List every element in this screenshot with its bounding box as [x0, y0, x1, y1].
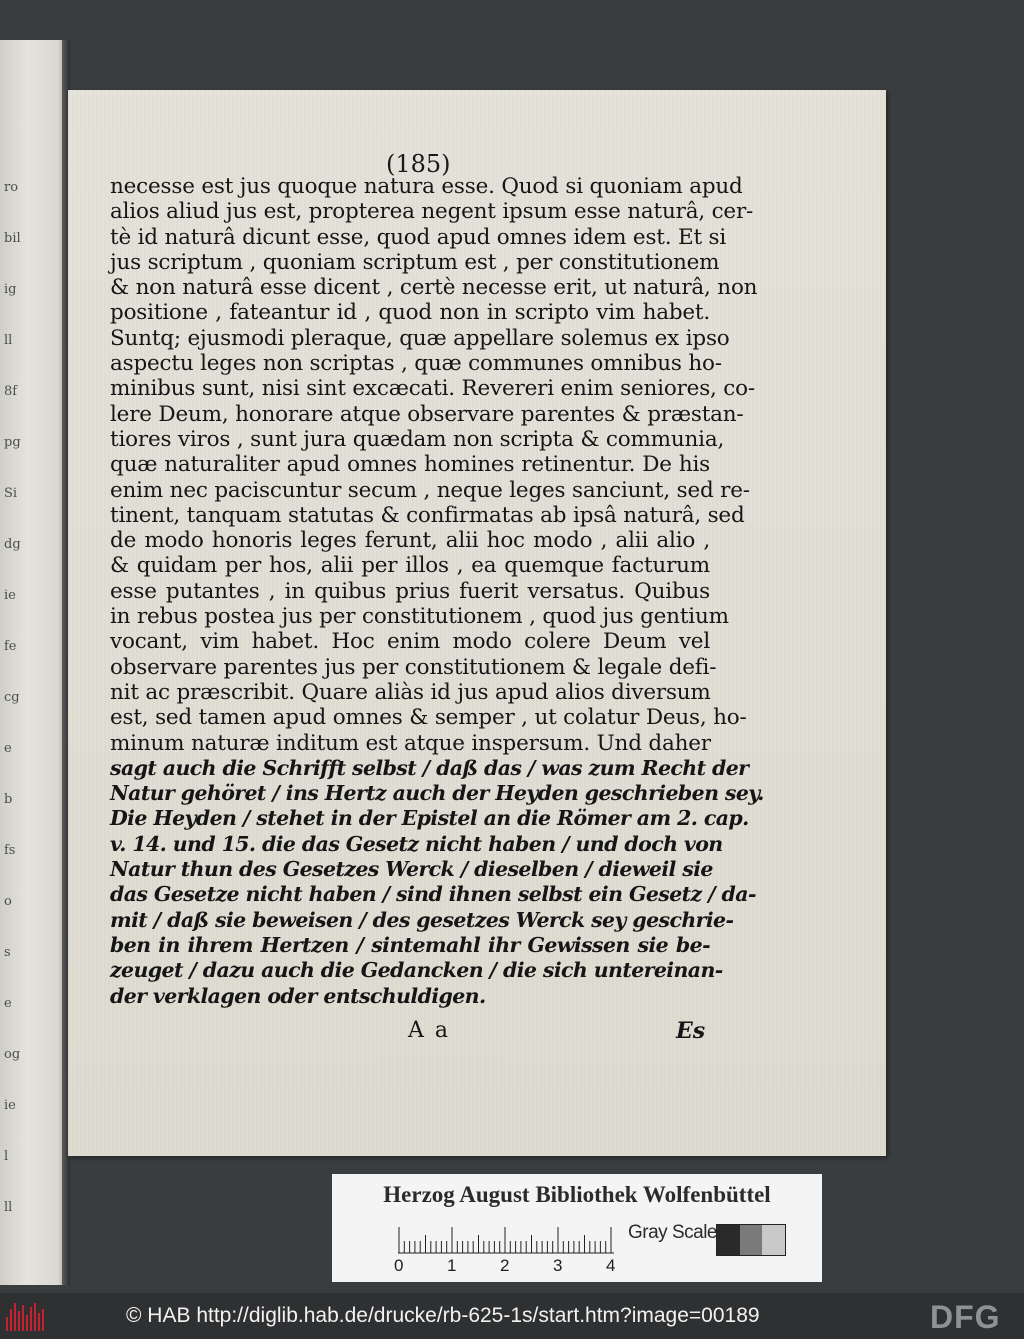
logo-bar: [42, 1309, 44, 1331]
text-line: minum naturæ inditum est atque inspersum. Und daher: [110, 730, 711, 756]
text-line: mit / daß sie beweisen / des gesetzes Werck sey geschrie-: [110, 907, 734, 932]
left-page-text-fragment: dg: [4, 537, 21, 551]
logo-bar: [30, 1307, 32, 1331]
gray-scale-patch: [717, 1225, 740, 1255]
hab-logo-icon: [6, 1303, 46, 1331]
ruler-number: 0: [394, 1256, 404, 1275]
text-line: minibus sunt, nisi sint excæcati. Revereri enim seniores, co-: [110, 376, 755, 402]
dfg-logo: DFG: [930, 1299, 1001, 1335]
scale-ruler: [398, 1226, 614, 1254]
text-line: vocant, vim habet. Hoc enim modo colere Deum vel: [110, 629, 710, 655]
left-page-text-fragment: ll: [4, 1200, 13, 1214]
gray-scale-patch: [762, 1225, 785, 1255]
page-text: [110, 174, 764, 1009]
logo-bar: [6, 1317, 8, 1331]
ruler-number: 1: [447, 1256, 457, 1275]
left-page-text-fragment: l: [4, 1149, 9, 1163]
page-number: (185): [386, 150, 451, 178]
text-line: der verklagen oder entschuldigen.: [110, 983, 486, 1008]
text-line: lere Deum, honorare atque observare parentes & præstan-: [110, 401, 744, 427]
left-page-text-fragment: s: [4, 945, 11, 959]
left-page-text-fragment: fe: [4, 639, 17, 653]
ruler-number: 3: [553, 1256, 563, 1275]
library-plate: [332, 1174, 822, 1282]
text-line: est, sed tamen apud omnes & semper , ut colatur Deus, ho-: [110, 705, 747, 731]
plate-title: Herzog August Bibliothek Wolfenbüttel: [383, 1182, 771, 1207]
ruler-number: 4: [606, 1256, 616, 1275]
left-page-text-fragment: pg: [4, 435, 21, 449]
text-line: necesse est jus quoque natura esse. Quod si quoniam apud: [110, 174, 743, 199]
text-line: & non naturâ esse dicent , certè necesse erit, ut naturâ, non: [110, 275, 758, 301]
logo-bar: [10, 1309, 12, 1331]
text-line: alios aliud jus est, propterea negent ipsum esse naturâ, cer-: [110, 199, 754, 225]
logo-bar: [14, 1303, 16, 1331]
text-line: esse putantes , in quibus prius fuerit versatus. Quibus: [110, 578, 710, 604]
text-line: enim nec paciscuntur secum , neque leges sanciunt, sed re-: [110, 477, 750, 503]
left-page-text-fragment: bil: [4, 231, 21, 245]
catchword: Es: [676, 1018, 706, 1044]
text-line: zeuget / dazu auch die Gedancken / die sich untereinan-: [110, 958, 723, 983]
text-line: & quidam per hos, alii per illos , ea quemque facturum: [110, 553, 710, 579]
logo-bar: [38, 1313, 40, 1331]
text-line: Natur thun des Gesetzes Werck / dieselben / dieweil sie: [110, 857, 713, 882]
ruler-number: 2: [500, 1256, 510, 1275]
text-line: in rebus postea jus per constitutionem , quod jus gentium: [110, 604, 729, 630]
footer-bar: [0, 1293, 1024, 1339]
left-page-text-fragment: Si: [4, 486, 18, 500]
left-page-text-fragment: ll: [4, 333, 13, 347]
left-page-text-fragment: ro: [4, 180, 19, 194]
left-page-text-fragment: 8f: [4, 384, 18, 398]
text-line: ben in ihrem Hertzen / sintemahl ihr Gewissen sie be-: [110, 932, 710, 957]
text-line: Natur gehöret / ins Hertz auch der Heyden geschrieben sey.: [110, 781, 764, 806]
left-page-text-fragment: og: [4, 1047, 21, 1061]
text-line: aspectu leges non scriptas , quæ communes omnibus ho-: [110, 351, 722, 377]
logo-bar: [18, 1311, 20, 1331]
text-line: observare parentes jus per constitutionem & legale defi-: [110, 654, 717, 680]
text-line: tinent, tanquam statutas & confirmatas ab ipsâ naturâ, sed: [110, 502, 745, 528]
book-page: [68, 90, 886, 1156]
logo-bar: [22, 1305, 24, 1331]
left-page-text-fragment: ig: [4, 282, 17, 296]
gray-scale-bar: [716, 1224, 786, 1256]
gray-scale-label: Gray Scale: [628, 1222, 717, 1243]
left-page-text-fragment: ie: [4, 588, 16, 602]
signature-mark: A a: [408, 1018, 450, 1043]
left-page-text-fragment: cg: [4, 690, 20, 704]
left-page-edge: [0, 40, 68, 1285]
left-page-text-fragment: ie: [4, 1098, 16, 1112]
left-page-text-fragment: fs: [4, 843, 16, 857]
text-line: nit ac præscribit. Quare aliàs id jus apud alios diversum: [110, 679, 711, 705]
text-line: de modo honoris leges ferunt, alii hoc modo , alii alio ,: [110, 528, 710, 554]
text-line: quæ naturaliter apud omnes homines retinentur. De his: [110, 452, 710, 478]
footer-url[interactable]: © HAB http://diglib.hab.de/drucke/rb-625-1s/start.htm?image=00189: [126, 1304, 760, 1327]
text-line: tè id naturâ dicunt esse, quod apud omnes idem est. Et si: [110, 224, 727, 250]
text-line: v. 14. und 15. die das Gesetz nicht haben / und doch von: [110, 831, 723, 856]
gray-scale-patch: [740, 1225, 763, 1255]
text-line: jus scriptum , quoniam scriptum est , per constitutionem: [110, 249, 720, 275]
left-page-text-fragment: o: [4, 894, 12, 908]
text-line: das Gesetze nicht haben / sind ihnen selbst ein Gesetz / da-: [110, 882, 756, 907]
left-page-text-fragment: e: [4, 996, 12, 1010]
left-page-text-fragment: e: [4, 741, 12, 755]
logo-bar: [34, 1303, 36, 1331]
text-line: Suntq; ejusmodi pleraque, quæ appellare solemus ex ipso: [110, 325, 730, 351]
logo-bar: [26, 1315, 28, 1331]
text-line: Die Heyden / stehet in der Epistel an die Römer am 2. cap.: [110, 806, 749, 831]
text-line: sagt auch die Schrifft selbst / daß das / was zum Recht der: [110, 755, 749, 780]
text-line: positione , fateantur id , quod non in scripto vim habet.: [110, 300, 710, 326]
text-line: tiores viros , sunt jura quædam non scripta & communia,: [110, 426, 725, 452]
left-page-text-fragment: b: [4, 792, 13, 806]
